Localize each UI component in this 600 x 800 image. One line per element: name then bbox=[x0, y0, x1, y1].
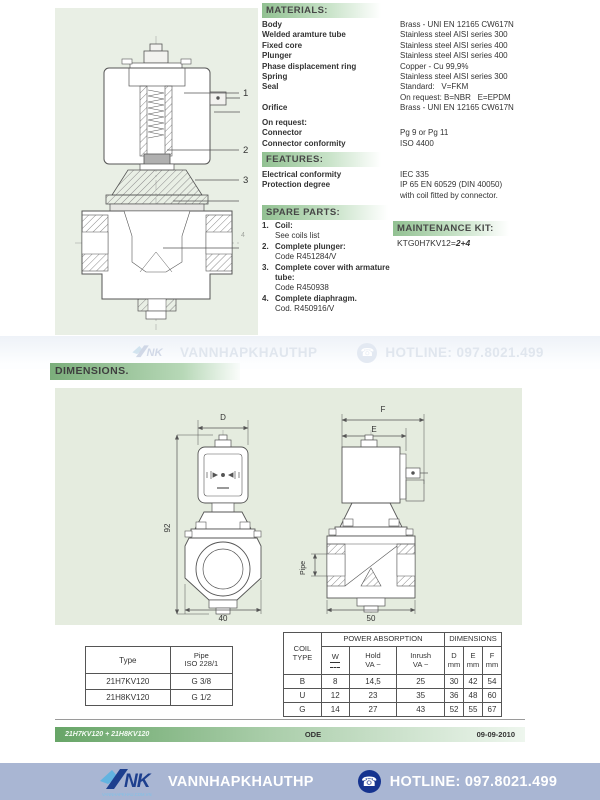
type-table bbox=[85, 646, 233, 706]
dim-label-E: E bbox=[371, 425, 377, 434]
dimension-drawings bbox=[55, 388, 522, 625]
dimensions-col-header: DIMENSIONS bbox=[445, 633, 502, 647]
footer-brand: ODE bbox=[304, 730, 322, 739]
feature-row: Protection degree IP 65 EN 60529 (DIN 40050) bbox=[262, 180, 503, 190]
spare-parts-header: SPARE PARTS: bbox=[262, 205, 388, 220]
bottom-banner bbox=[0, 763, 600, 800]
coil-table-group-header bbox=[284, 633, 502, 647]
table-row: U 12 23 35 36 48 60 bbox=[284, 689, 502, 703]
banner-brand: VANNHAPKHAUTHP bbox=[168, 773, 314, 790]
callout-4: 4 bbox=[241, 232, 245, 239]
banner-hotline[interactable]: HOTLINE: 097.8021.499 bbox=[389, 773, 558, 790]
kit-code-prefix: KTG0H7KV12= bbox=[397, 238, 456, 248]
watermark-phone-icon: ☎ bbox=[357, 343, 377, 363]
materials-list bbox=[262, 20, 597, 114]
material-row: Fixed core Stainless steel AISI series 400 bbox=[262, 40, 508, 50]
feature-row: with coil fitted by connector. bbox=[400, 190, 498, 200]
material-row: Welded aramture tube Stainless steel AISI series 300 bbox=[262, 30, 508, 40]
dim-label-D: D bbox=[220, 413, 226, 422]
table-row: 21H7KV120 G 3/8 bbox=[86, 674, 233, 690]
feature-row: Electrical conformity IEC 335 bbox=[262, 170, 429, 179]
material-row: Plunger Stainless steel AISI series 400 bbox=[262, 51, 508, 61]
kit-code-suffix: 2+4 bbox=[455, 238, 471, 248]
dim-label-pipe: Pipe bbox=[300, 560, 307, 576]
pipe-header-cell: Pipe ISO 228/1 bbox=[170, 647, 232, 674]
e-header: E mm bbox=[464, 647, 483, 675]
inrush-header: Inrush VA ~ bbox=[397, 647, 445, 675]
hold-header: Hold VA ~ bbox=[349, 647, 397, 675]
logo-subtext: VANNHAPKHAU.COM.VN bbox=[102, 791, 152, 797]
spare-part-code: Code R450938 bbox=[275, 283, 329, 293]
spare-part-code: Cod. R450916/V bbox=[275, 304, 335, 314]
table-row: B 8 14,5 25 30 42 54 bbox=[284, 675, 502, 689]
dim-label-40: 40 bbox=[218, 614, 228, 623]
footer-date: 09-09-2010 bbox=[476, 730, 515, 739]
d-header: D mm bbox=[445, 647, 464, 675]
divider bbox=[55, 719, 525, 720]
maintenance-kit-header: MAINTENANCE KIT: bbox=[393, 221, 509, 236]
material-row: On request: B=NBR E=EPDM bbox=[400, 92, 511, 102]
spare-part-code: See coils list bbox=[275, 231, 320, 241]
spare-parts-list bbox=[262, 221, 398, 315]
dimensions-header: DIMENSIONS. bbox=[50, 363, 240, 380]
material-row: Body Brass - UNI EN 12165 CW617N bbox=[262, 20, 514, 29]
f-header: F mm bbox=[482, 647, 501, 675]
on-request-row: Connector conformity ISO 4400 bbox=[262, 138, 434, 148]
material-row: Phase displacement ring Copper - Cu 99,9% bbox=[262, 61, 469, 71]
material-row: Seal Standard: V=FKM bbox=[262, 82, 469, 92]
callout-3: 3 bbox=[243, 175, 249, 186]
materials-header: MATERIALS: bbox=[262, 3, 381, 18]
watermark-hotline: HOTLINE: 097.8021.499 bbox=[385, 345, 544, 360]
spare-part-code: Code R451284/V bbox=[275, 252, 337, 262]
watermark-logo-icon bbox=[130, 343, 170, 363]
maintenance-kit-code bbox=[397, 238, 470, 248]
dim-label-92: 92 bbox=[163, 523, 172, 533]
spare-part-item: 2. Complete plunger: bbox=[262, 241, 346, 251]
callout-2: 2 bbox=[243, 145, 249, 156]
coil-type-header: COIL TYPE bbox=[284, 633, 322, 675]
spare-part-item: 1. Coil: bbox=[262, 221, 293, 230]
on-request-row: Connector Pg 9 or Pg 11 bbox=[262, 128, 449, 138]
features-list bbox=[262, 170, 597, 201]
footer-bar bbox=[55, 727, 525, 742]
power-absorption-header: POWER ABSORPTION bbox=[321, 633, 444, 647]
coil-table bbox=[283, 632, 502, 717]
spare-part-item: 4. Complete diaphragm. bbox=[262, 293, 357, 303]
w-header: W bbox=[321, 647, 349, 675]
company-logo-icon bbox=[98, 765, 162, 799]
cross-section-card bbox=[55, 8, 258, 335]
material-row: Spring Stainless steel AISI series 300 bbox=[262, 72, 508, 82]
dc-symbol-icon bbox=[330, 662, 340, 668]
table-row: 21H8KV120 G 1/2 bbox=[86, 690, 233, 706]
dim-label-F: F bbox=[380, 405, 386, 414]
valve-cross-section-drawing bbox=[55, 8, 258, 335]
phone-icon[interactable]: ☎ bbox=[358, 770, 381, 793]
features-header: FEATURES: bbox=[262, 152, 381, 167]
on-request-list bbox=[262, 118, 597, 149]
dimensions-panel bbox=[55, 388, 522, 625]
callout-1: 1 bbox=[243, 88, 249, 99]
watermark-brand: VANNHAPKHAUTHP bbox=[180, 345, 318, 360]
logo-text: NK bbox=[124, 770, 150, 792]
on-request-title-row: On request: bbox=[262, 118, 307, 127]
svg-text:NK: NK bbox=[146, 346, 163, 359]
spare-part-item: 3. Complete cover with armature tube: bbox=[262, 262, 390, 283]
type-table-header bbox=[86, 647, 233, 674]
table-row: G 14 27 43 52 55 67 bbox=[284, 703, 502, 717]
type-header-cell: Type bbox=[86, 647, 171, 674]
footer-model: 21H7KV120 + 21H8KV120 bbox=[65, 731, 150, 738]
material-row: Orifice Brass - UNI EN 12165 CW617N bbox=[262, 103, 514, 113]
dim-label-50: 50 bbox=[366, 614, 376, 623]
